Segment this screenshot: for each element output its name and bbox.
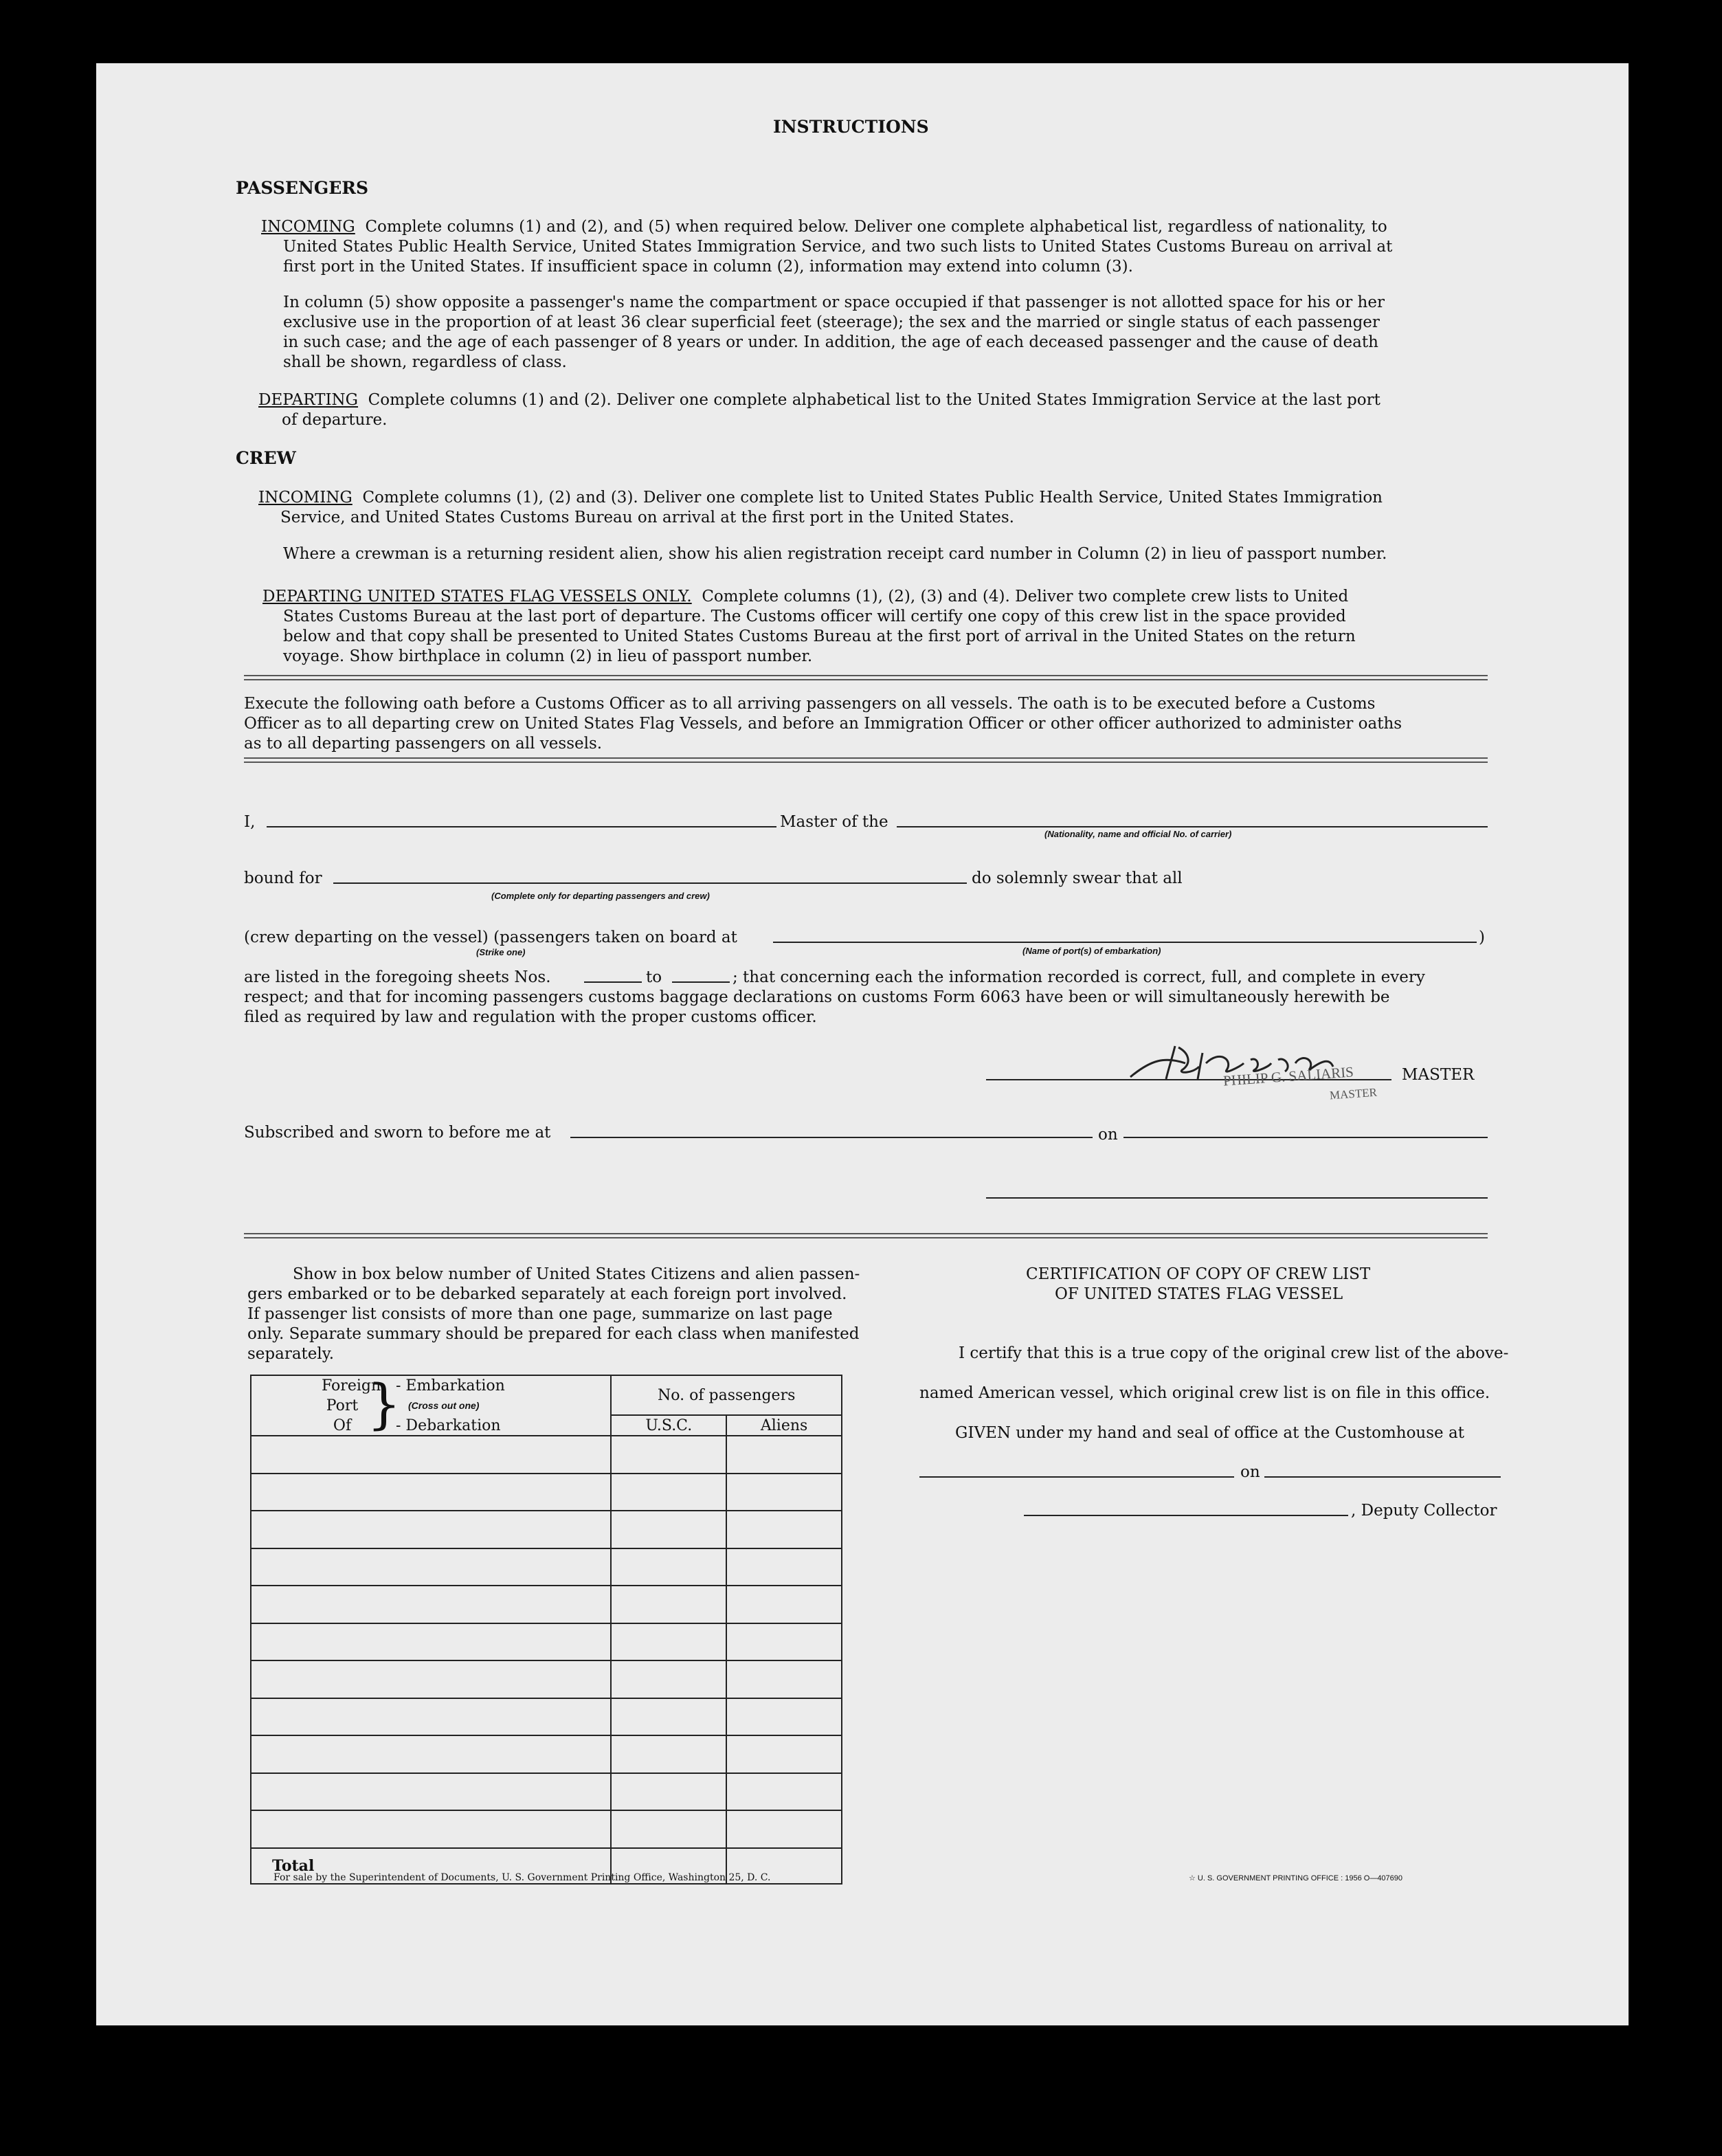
footer-right: ☆ U. S. GOVERNMENT PRINTING OFFICE : 1956 O—407690 — [1189, 1874, 1403, 1882]
port-cell[interactable] — [251, 1436, 611, 1474]
listed-text: are listed in the foregoing sheets Nos. — [244, 968, 551, 986]
swear-text: do solemnly swear that all — [972, 869, 1183, 887]
certification-title: CERTIFICATION OF COPY OF CREW LIST — [1026, 1265, 1371, 1283]
departing-label: DEPARTING — [258, 391, 359, 409]
text-line: Complete columns (1) and (2). Deliver one complete alphabetical list to the United States Immigration Service at the last port — [368, 391, 1380, 409]
table-row — [251, 1660, 842, 1698]
text-line: first port in the United States. If insufficient space in column (2), information may extend into column (3). — [283, 258, 1133, 276]
aliens-cell[interactable] — [726, 1660, 842, 1698]
master-label: MASTER — [1402, 1066, 1475, 1084]
usc-cell[interactable] — [611, 1773, 726, 1811]
text-line: only. Separate summary should be prepared for each class when manifested — [247, 1325, 860, 1343]
table-row — [251, 1773, 842, 1811]
aliens-cell[interactable] — [726, 1698, 842, 1736]
sworn-date-field[interactable] — [1123, 1137, 1488, 1138]
name-stamp: PHILIP G. SALIARIS — [1222, 1063, 1354, 1089]
passengers-departing — [258, 390, 1380, 410]
table-row — [251, 1698, 842, 1736]
departing-flag-label: DEPARTING UNITED STATES FLAG VESSELS ONLY. — [262, 588, 692, 605]
destination-field[interactable] — [333, 882, 967, 884]
of-label: Of — [333, 1417, 352, 1434]
port-cell[interactable] — [251, 1623, 611, 1661]
aliens-cell[interactable] — [726, 1548, 842, 1586]
text-line: In column (5) show opposite a passenger's name the compartment or space occupied if that passenger is not allotted space for his or her — [283, 293, 1385, 311]
port-cell[interactable] — [251, 1660, 611, 1698]
certification-date-field[interactable] — [1264, 1476, 1501, 1478]
text-line: I certify that this is a true copy of the original crew list of the above- — [959, 1344, 1509, 1362]
footer-left: For sale by the Superintendent of Documents, U. S. Government Printing Office, Washington 25, D. C. — [273, 1872, 771, 1883]
embarkation-label: - Embarkation — [396, 1377, 505, 1394]
usc-cell[interactable] — [611, 1660, 726, 1698]
deputy-collector-label: , Deputy Collector — [1351, 1502, 1497, 1520]
aliens-cell[interactable] — [726, 1773, 842, 1811]
usc-header: U.S.C. — [611, 1415, 726, 1436]
subscribed-label: Subscribed and sworn to before me at — [244, 1124, 551, 1142]
usc-cell[interactable] — [611, 1474, 726, 1511]
text-line: voyage. Show birthplace in column (2) in lieu of passport number. — [283, 647, 813, 665]
text-line: Complete columns (1), (2) and (3). Deliver one complete list to United States Public Health Service, United States Immigration — [362, 489, 1383, 507]
text-line: separately. — [247, 1345, 335, 1363]
aliens-cell[interactable] — [726, 1586, 842, 1623]
text-line: filed as required by law and regulation with the proper customs officer. — [244, 1008, 817, 1026]
port-cell[interactable] — [251, 1735, 611, 1773]
on-label: on — [1240, 1463, 1260, 1481]
passengers-heading: PASSENGERS — [236, 178, 369, 198]
table-row — [251, 1735, 842, 1773]
port-cell[interactable] — [251, 1474, 611, 1511]
usc-cell[interactable] — [611, 1698, 726, 1736]
text-line: below and that copy shall be presented to United States Customs Bureau at the first port of arrival in the United States on the return — [283, 627, 1356, 645]
sworn-place-field[interactable] — [570, 1137, 1093, 1138]
table-row — [251, 1474, 842, 1511]
to-label: to — [646, 968, 662, 986]
text-line: Execute the following oath before a Customs Officer as to all arriving passengers on all vessels. The oath is to be executed before a Customs — [244, 695, 1376, 713]
master-of-the-label: Master of the — [780, 813, 888, 831]
incoming-label: INCOMING — [261, 218, 355, 236]
aliens-cell[interactable] — [726, 1474, 842, 1511]
bound-for-label: bound for — [244, 869, 322, 887]
total-label: Total — [251, 1848, 611, 1884]
text-line: ; that concerning each the information recorded is correct, full, and complete in every — [733, 968, 1425, 986]
text-line: Complete columns (1) and (2), and (5) when required below. Deliver one complete alphabetical list, regardless of nationality, to — [365, 218, 1387, 236]
crew-passengers-text: (crew departing on the vessel) (passengers taken on board at — [244, 929, 737, 946]
carrier-field[interactable] — [897, 826, 1488, 827]
oath-i: I, — [244, 813, 256, 831]
sheet-from-field[interactable] — [584, 981, 642, 983]
on-label: on — [1098, 1126, 1118, 1144]
port-cell[interactable] — [251, 1586, 611, 1623]
brace-icon: } — [367, 1374, 401, 1436]
usc-cell[interactable] — [611, 1511, 726, 1548]
text-line: exclusive use in the proportion of at least 36 clear superficial feet (steerage); the sex and the married or single status of each passenger — [283, 313, 1380, 331]
nationality-caption: (Nationality, name and official No. of carrier) — [1044, 829, 1232, 839]
incoming-label: INCOMING — [258, 489, 353, 507]
cross-out-caption: (Cross out one) — [408, 1400, 480, 1411]
table-row — [251, 1436, 842, 1474]
port-label: Port — [326, 1397, 359, 1414]
passengers-incoming — [261, 217, 1387, 237]
aliens-cell[interactable] — [726, 1511, 842, 1548]
usc-cell[interactable] — [611, 1623, 726, 1661]
text-line: United States Public Health Service, United States Immigration Service, and two such lists to United States Customs Bureau on arrival at — [283, 238, 1393, 256]
sheet-to-field[interactable] — [672, 981, 730, 983]
text-line: respect; and that for incoming passengers customs baggage declarations on customs Form 6063 have been or will simultaneously herewith be — [244, 988, 1390, 1006]
passenger-summary-table — [250, 1375, 842, 1885]
table-row — [251, 1623, 842, 1661]
divider — [244, 675, 1488, 680]
aliens-cell[interactable] — [726, 1735, 842, 1773]
usc-cell[interactable] — [611, 1586, 726, 1623]
aliens-cell[interactable] — [726, 1436, 842, 1474]
aliens-cell[interactable] — [726, 1623, 842, 1661]
crew-heading: CREW — [236, 448, 296, 468]
table-row — [251, 1548, 842, 1586]
aliens-cell[interactable] — [726, 1810, 842, 1848]
customhouse-field[interactable] — [919, 1476, 1234, 1478]
text-line: in such case; and the age of each passenger of 8 years or under. In addition, the age of each deceased passenger and the cause of death — [283, 333, 1378, 351]
crew-incoming — [258, 488, 1383, 508]
usc-cell[interactable] — [611, 1436, 726, 1474]
close-paren: ) — [1479, 929, 1485, 946]
text-line: Where a crewman is a returning resident alien, show his alien registration receipt card number in Column (2) in lieu of passport number. — [283, 545, 1387, 563]
text-line: GIVEN under my hand and seal of office at the Customhouse at — [955, 1424, 1464, 1442]
text-line: Service, and United States Customs Bureau on arrival at the first port in the United States. — [280, 509, 1014, 526]
text-line: Complete columns (1), (2), (3) and (4). Deliver two complete crew lists to United — [702, 588, 1349, 605]
text-line: Officer as to all departing crew on United States Flag Vessels, and before an Immigration Officer or other officer authorized to administer oaths — [244, 715, 1402, 733]
deputy-signature-field[interactable] — [1024, 1515, 1348, 1516]
page-title: INSTRUCTIONS — [773, 117, 929, 137]
no-of-passengers-header: No. of passengers — [611, 1375, 842, 1415]
text-line: Show in box below number of United States Citizens and alien passen- — [293, 1265, 860, 1283]
divider — [244, 757, 1488, 763]
text-line: shall be shown, regardless of class. — [283, 353, 567, 371]
text-line: gers embarked or to be debarked separately at each foreign port involved. — [247, 1285, 847, 1303]
bound-caption: (Complete only for departing passengers and crew) — [491, 891, 710, 901]
table-row — [251, 1810, 842, 1848]
foreign-label: Foreign — [322, 1377, 381, 1394]
title-stamp: MASTER — [1329, 1085, 1378, 1102]
port-cell[interactable] — [251, 1698, 611, 1736]
usc-cell[interactable] — [611, 1548, 726, 1586]
usc-cell[interactable] — [611, 1810, 726, 1848]
text-line: of departure. — [282, 411, 388, 429]
strike-one-caption: (Strike one) — [476, 947, 526, 957]
foreign-port-header — [251, 1375, 611, 1436]
divider — [244, 1233, 1488, 1238]
port-cell[interactable] — [251, 1511, 611, 1548]
certification-subtitle: OF UNITED STATES FLAG VESSEL — [1055, 1285, 1343, 1303]
officer-signature-field[interactable] — [986, 1197, 1488, 1199]
debarkation-label: - Debarkation — [396, 1417, 501, 1434]
table-row — [251, 1511, 842, 1548]
crew-departing — [262, 587, 1348, 607]
text-line: as to all departing passengers on all vessels. — [244, 735, 603, 753]
master-name-field[interactable] — [267, 826, 776, 827]
text-line: States Customs Bureau at the last port of departure. The Customs officer will certify one copy of this crew list in the space provided — [283, 608, 1346, 625]
port-cell[interactable] — [251, 1548, 611, 1586]
embarkation-ports-field[interactable] — [773, 942, 1477, 943]
form-sheet — [96, 63, 1629, 2025]
text-line: named American vessel, which original crew list is on file in this office. — [919, 1384, 1490, 1402]
aliens-header: Aliens — [726, 1415, 842, 1436]
text-line: If passenger list consists of more than one page, summarize on last page — [247, 1305, 833, 1323]
table-row — [251, 1586, 842, 1623]
port-cell[interactable] — [251, 1810, 611, 1848]
port-cell[interactable] — [251, 1773, 611, 1811]
usc-cell[interactable] — [611, 1735, 726, 1773]
ports-caption: (Name of port(s) of embarkation) — [1022, 946, 1161, 956]
